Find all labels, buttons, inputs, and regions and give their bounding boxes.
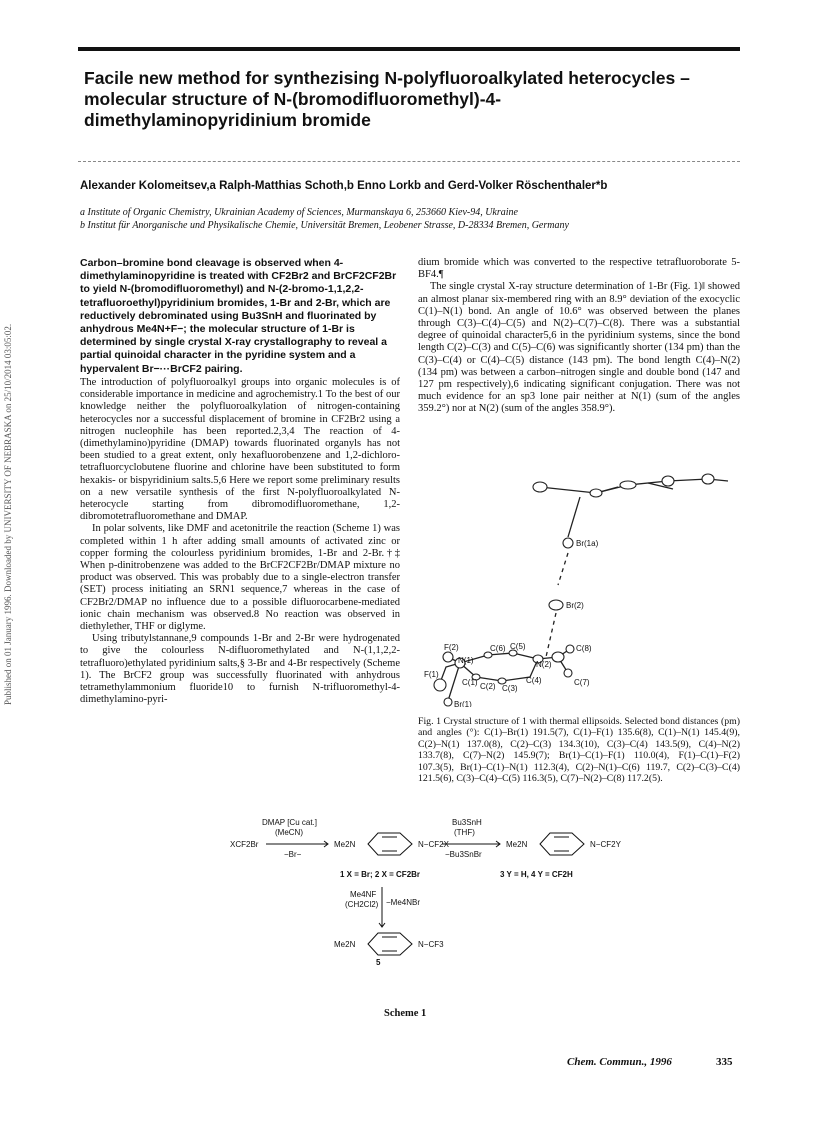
atom-label: N(2) [536,660,552,669]
title-divider [78,161,740,162]
compound-label: 3 Y = H, 4 Y = CF2H [500,870,573,879]
atom-label: C(2) [480,682,496,691]
page-number: 335 [716,1056,733,1068]
author-list: Alexander Kolomeitsev,a Ralph-Matthias Schoth,b Enno Lorkb and Gerd-Volker Röschenthaler*b [80,180,608,192]
top-rule [78,47,740,51]
condition-text: Me4NF [350,890,377,899]
download-note-text: Published on 01 January 1996. Downloaded by UNIVERSITY OF NEBRASKA on 25/10/2014 03:05:02. [3,323,13,705]
journal-citation: Chem. Commun., 1996 [567,1056,672,1068]
left-column-body [80,377,400,706]
article-title: Facile new method for synthezising N-polyfluoroalkylated heterocycles – molecular structure of N-(bromodifluoromethyl)-4-dimethylaminopyridinium bromide [84,68,690,130]
right-column-body [418,257,740,416]
substituent-label: Me2N [506,840,528,849]
condition-text: −Me4NBr [386,898,421,907]
reaction-scheme-drawing [200,815,660,1005]
paragraph: Using tributylstannane,9 compounds 1-Br and 2-Br were hydrogenated to give the colourless N-difluoromethylated and N-(1,1,2,2-tetrafluoro)ethylated pyridinium salts,§ 3-Br and 4-Br respectively (Scheme 1). The BrCF2 group was successfully fluorinated with anhydrous tetramethylammonium fluoride10 to furnish N-trifluoromethyl-4-dimethylamino-pyri- [80,633,400,706]
condition-text: (CH2Cl2) [345,900,379,909]
substituent-label: N−CF2X [418,840,449,849]
compound-label: 1 X = Br; 2 X = CF2Br [340,870,421,879]
atom-label: C(1) [462,678,478,687]
substituent-label: Me2N [334,940,356,949]
atom-label: C(5) [510,642,526,651]
substituent-label: N−CF2Y [590,840,621,849]
atom-label: C(6) [490,644,506,653]
atom-label: C(7) [574,678,590,687]
crystal-structure-figure [418,445,740,707]
atom-label: N(1) [458,656,474,665]
condition-text: (MeCN) [275,828,303,837]
atom-label: F(1) [424,670,439,679]
reagent-label: XCF2Br [230,840,259,849]
atom-label: Br(1a) [576,539,599,548]
paragraph: The introduction of polyfluoroalkyl groups into organic molecules is of considerable importance in medicine and agrochemistry.1 To the best of our knowledge neither the polyfluoroalkylation of nitrogen-containing heterocycles nor a successful displacement of bromine in CF2Br2 using a nitrogen nucleophile has been reported.2,3,4 The reaction of 4-(dimethylamino)pyridine (DMAP) towards fluorinated organyls has not been studied to a great extent, only hexafluorobenzene and 1,2-dichloro-tetrafluorcyclobutene fluorine and chlorine have been substituted to form hexakis- or bispyridinium salts.5,6 Here we report some preliminary results on a new versatile synthesis of the first N-polyfluoroalkylated N-heterocycle starting from dibromodifluoromethane, 1,2-dibromotetrafluoromethane and DMAP. [80,377,400,523]
crystal-structure-drawing [418,445,740,707]
paragraph: In polar solvents, like DMF and acetonitrile the reaction (Scheme 1) was completed within 1 h after adding small amounts of activated zinc or copper forming the colourless pyridinium bromides, 1-Br and 2-Br.†‡ When p-dinitrobenzene was added to the BrCF2CF2Br/DMAP mixture no product was observed. This was probably due to a single-electron transfer (SET) process initiating an SRN1 sequence,7 whereas in the case of CF2Br2/DMAP no influence due to a possible difluorocarbene-mediated ionic chain mechanism was observed.8 No reaction was observed in diethylether, THF or diglyme. [80,523,400,633]
atom-label: Br(1) [454,700,472,707]
atom-label: Br(2) [566,601,584,610]
compound-label: 5 [376,958,381,967]
paragraph: The single crystal X-ray structure determination of 1-Br (Fig. 1)‖ showed an almost planar six-membered ring with an 8.9° deviation of the exocyclic C(1)–N(1) bond. An angle of 10.6° was observed between the planes through C(3)–C(4)–C(5) and N(2)–C(7)–C(8). There was a substantial degree of quinoidal character5,6 in the pyridinium systems, since the bond length C(2)–C(3) and C(5)–C(6) was significantly shorter (134 pm) than the C(3)–C(4) or C(4)–C(5) distance (143 pm). The bond length C(4)–N(2) (134 pm) was between a carbon–nitrogen single and double bond (147 and 127 pm respectively),6 indicating significant conjugation. There was not much evidence for an sp3 lone pair neither at N(1) (sum of the angles 359.2°) nor at N(2) (sum of the angles 358.9°). [418,281,740,415]
figure-caption: Fig. 1 Crystal structure of 1 with thermal ellipsoids. Selected bond distances (pm) and angles (°): C(1)–Br(1) 191.5(7), C(1)–F(1) 135.6(8), C(1)–N(1) 145.4(9), C(2)–N(1) 137.0(8), C(2)–C(3) 134.3(10), C(3)–C(4) 143.5(9), C(4)–N(2) 133.7(8), C(7)–N(2) 145.9(7); Br(1)–C(1)–F(1) 110.0(4), F(1)–C(1)–F(2) 107.3(5), Br(1)–C(1)–N(1) 112.3(4), C(2)–N(1)–C(6) 119.7, C(2)–C(3)–C(4) 121.5(6), C(3)–C(4)–C(5) 116.3(5), C(7)–N(2)–C(8) 117.2(5). [418,716,740,785]
scheme-caption: Scheme 1 [384,1008,427,1019]
atom-label: F(2) [444,643,459,652]
condition-text: (THF) [454,828,475,837]
download-note [0,200,16,720]
atom-label: C(8) [576,644,592,653]
atom-label: C(3) [502,684,518,693]
substituent-label: N−CF3 [418,940,444,949]
affiliation-b: b Institut für Anorganische und Physikalische Chemie, Universität Bremen, Leobener Strasse, D-28334 Bremen, Germany [80,220,569,231]
abstract: Carbon–bromine bond cleavage is observed when 4-dimethylaminopyridine is treated with CF2Br2 and BrCF2CF2Br to yield N-(bromodifluoromethyl) and N-(2-bromo-1,1,2,2-tetrafluoroethyl)pyridinium bromides, 1-Br and 2-Br, which are reductively debrominated using Bu3SnH and fluorinated by anhydrous Me4N+F−; the molecular structure of 1-Br is determined by single crystal X-ray crystallography to reveal a partial quinoidal character in the pyridine system and a hypervalent Br−···BrCF2 pairing. [80,257,397,375]
affiliation-a: a Institute of Organic Chemistry, Ukrainian Academy of Sciences, Murmanskaya 6, 253660 Kiev-94, Ukraine [80,207,518,218]
condition-text: −Br− [284,850,302,859]
paragraph: dium bromide which was converted to the respective tetrafluoroborate 5-BF4.¶ [418,257,740,281]
condition-text: DMAP [Cu cat.] [262,818,317,827]
condition-text: −Bu3SnBr [445,850,482,859]
reaction-scheme [200,815,660,1005]
condition-text: Bu3SnH [452,818,482,827]
atom-label: C(4) [526,676,542,685]
substituent-label: Me2N [334,840,356,849]
